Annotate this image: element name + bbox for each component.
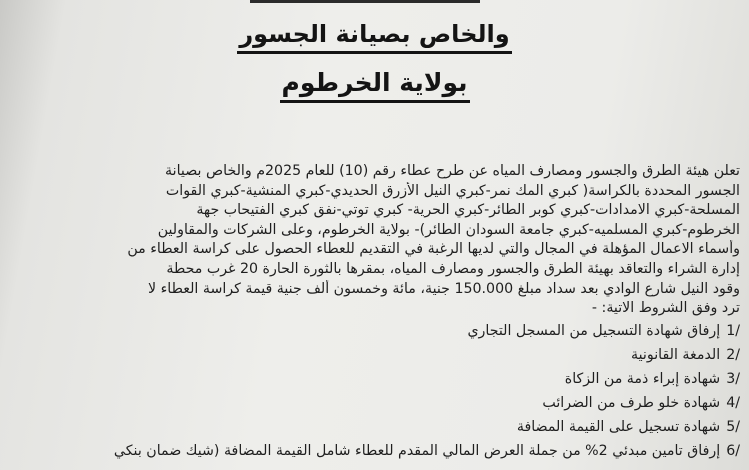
heading-line1-text: والخاص بصيانة الجسور <box>237 20 511 54</box>
condition-item <box>22 439 740 463</box>
condition-text: إرفاق تامين مبدئي 2% من جملة العرض المالي المقدم للعطاء شامل القيمة المضافة (شيك ضمان بنكي <box>113 442 721 459</box>
condition-number: /5 <box>726 418 740 435</box>
announcement-body <box>22 162 740 463</box>
condition-item <box>22 415 740 439</box>
condition-item <box>22 367 740 391</box>
paragraph-line: تعلن هيئة الطرق والجسور ومصارف المياه عن طرح عطاء رقم (10) للعام 2025م والخاص بصيانة <box>165 163 740 179</box>
document-heading-line1 <box>0 20 749 54</box>
condition-item <box>22 391 740 415</box>
condition-number: /2 <box>726 346 740 363</box>
paragraph-line: وأسماء الاعمال المؤهلة في المجال والتي لديها الرغبة في التقديم للعطاء الحصول على كراسة العطاء من <box>127 241 740 258</box>
paragraph-line: الجسور المحددة بالكراسة( كبري المك نمر-كبري النيل الأزرق الحديدي-كبري المنشية-كبري القوات <box>165 182 740 199</box>
condition-text: إرفاق شهادة التسجيل من المسجل التجاري <box>467 322 721 339</box>
document-heading-line2 <box>0 68 749 103</box>
heading-line2-text: بولاية الخرطوم <box>280 68 470 103</box>
paragraph-line: المسلحة-كبري الامدادات-كبري كوبر الطائر-كبري الحرية- كبري توتي-نفق كبري الفتيحاب جهة <box>196 202 740 219</box>
condition-text: الدمغة القانونية <box>631 346 721 363</box>
condition-number: /4 <box>726 394 740 411</box>
condition-text: شهادة خلو طرف من الضرائب <box>542 394 721 411</box>
conditions-list <box>22 319 740 463</box>
condition-item <box>22 343 740 367</box>
announcement-paragraph <box>22 162 740 319</box>
paragraph-line: ترد وفق الشروط الاتية: - <box>591 300 740 317</box>
condition-text: شهادة إبراء ذمة من الزكاة <box>564 370 721 387</box>
condition-text: شهادة تسجيل على القيمة المضافة <box>516 418 721 435</box>
paragraph-line: إدارة الشراء والتعاقد بهيئة الطرق والجسور ومصارف المياه، بمقرها بالثورة الحارة 20 غرب محطة <box>166 260 740 277</box>
condition-number: /1 <box>726 322 740 339</box>
condition-number: /6 <box>726 442 740 459</box>
condition-number: /3 <box>726 370 740 387</box>
paragraph-line: الخرطوم-كبري المسلميه-كبري جامعة السودان الطائر)- بولاية الخرطوم، وعلى الشركات والمقاولين <box>157 221 740 238</box>
top-divider <box>250 0 480 3</box>
paragraph-line: وقود النيل شارع الوادي بعد سداد مبلغ 150.000 جنية، مائة وخمسون ألف جنية قيمة كراسة العطاء لا <box>148 280 740 297</box>
condition-item <box>22 319 740 343</box>
